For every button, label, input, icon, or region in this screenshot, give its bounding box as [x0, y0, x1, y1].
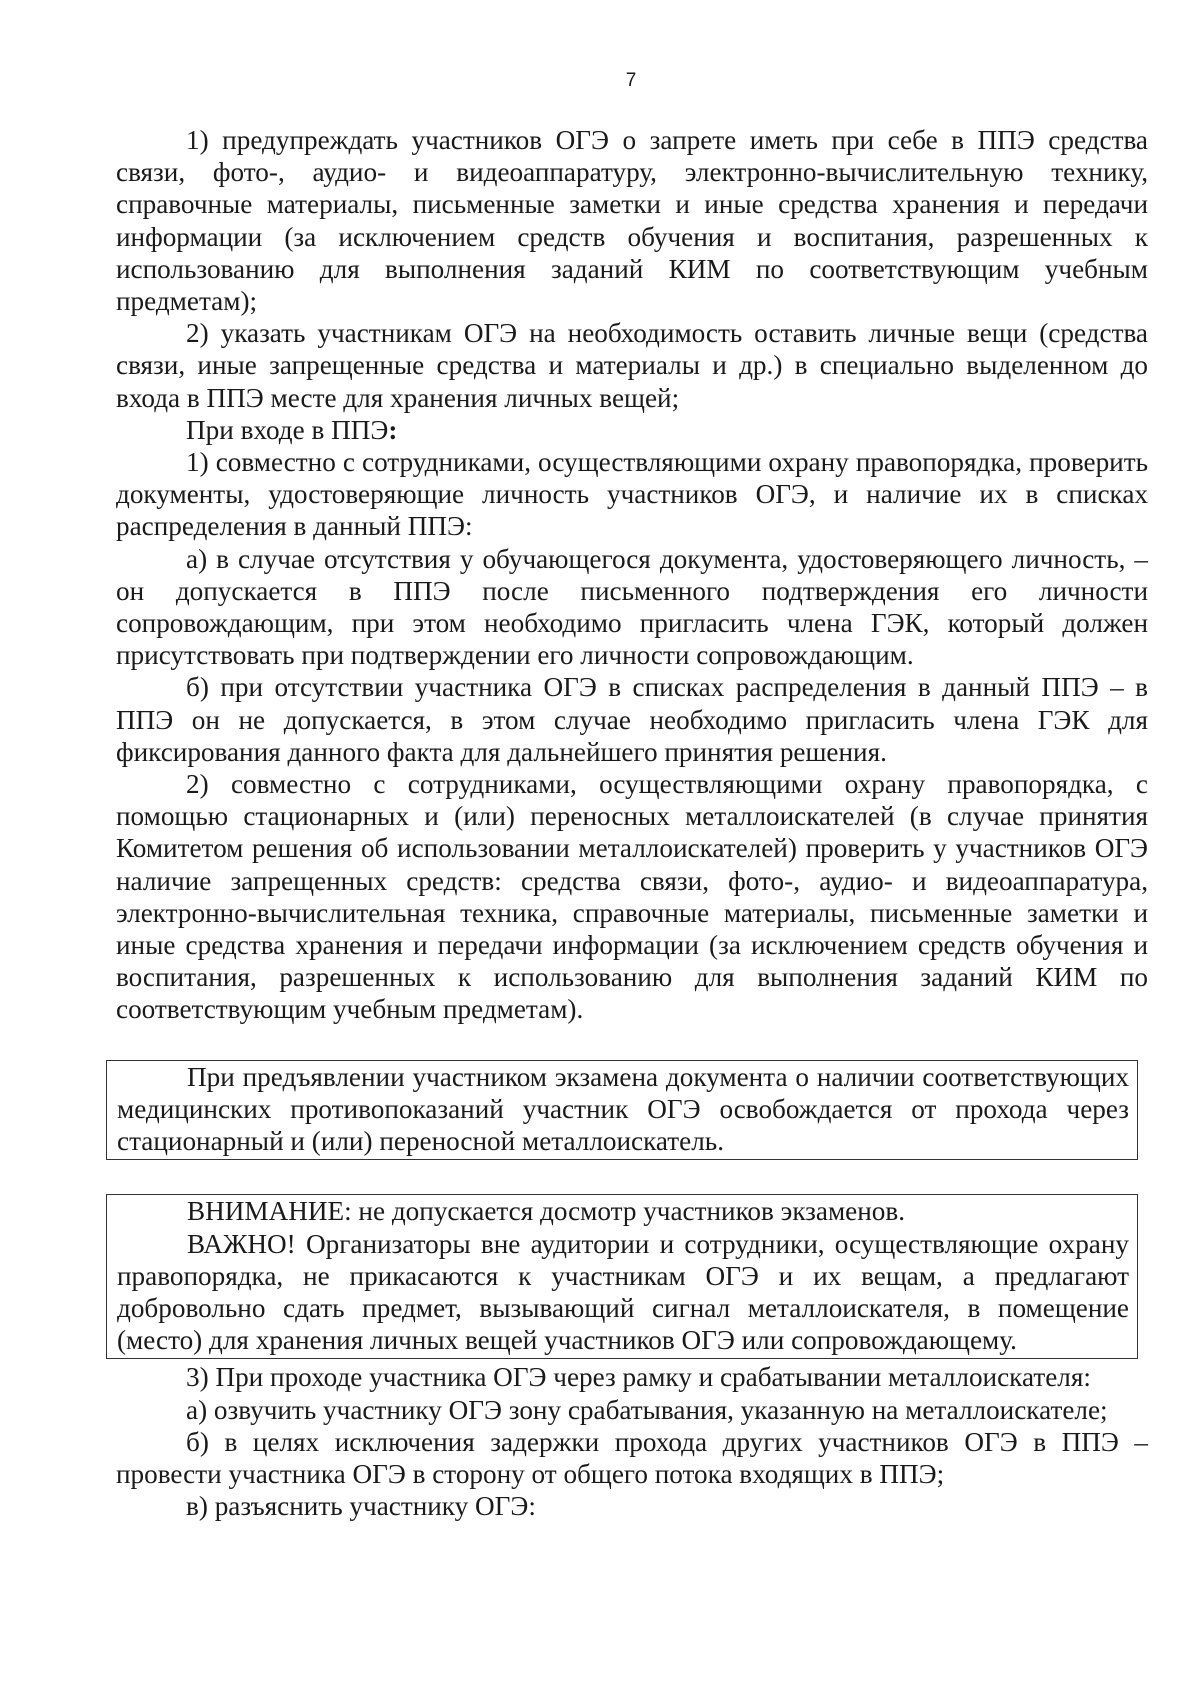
paragraph-entrance-heading — [116, 414, 1148, 446]
document-body — [116, 124, 1148, 1522]
paragraph-explain: в) разъяснить участнику ОГЭ: — [186, 1491, 536, 1522]
entrance-heading-colon: : — [388, 414, 398, 445]
attention-text: ВНИМАНИЕ: не допускается досмотр участников экзаменов. — [187, 1196, 906, 1227]
important-text: ВАЖНО! Организаторы вне аудитории и сотрудники, осуществляющие охрану правопорядка, не прикасаются к участникам ОГЭ и их вещам, а предлагают добровольно сдать предмет, вызывающий сигнал металлоискателя, в помещение (место) для хранения личных вещей участников ОГЭ или сопровождающему. — [117, 1228, 1129, 1356]
paragraph-check-documents: 1) совместно с сотрудниками, осуществляющими охрану правопорядка, проверить документы, удостоверяющие личность участников ОГЭ, и наличие их в списках распределения в данный ППЭ: — [116, 447, 1148, 542]
paragraph-no-document: а) в случае отсутствия у обучающегося документа, удостоверяющего личность, – он допускается в ППЭ после письменного подтверждения его личности сопровождающим, при этом необходимо пригласить члена ГЭК, который должен присутствовать при подтверждении его личности сопровождающим. — [116, 543, 1148, 671]
medical-exemption-box — [106, 1060, 1138, 1161]
page-number: 7 — [625, 70, 637, 91]
paragraph-not-in-list: б) при отсутствии участника ОГЭ в списках распределения в данный ППЭ – в ППЭ он не допускается, в этом случае необходимо пригласить члена ГЭК для фиксирования данного факта для дальнейшего принятия решения. — [116, 672, 1148, 767]
paragraph-step-aside: б) в целях исключения задержки прохода других участников ОГЭ в ППЭ – провести участника ОГЭ в сторону от общего потока входящих в ППЭ; — [116, 1426, 1148, 1489]
entrance-heading-text: При входе в ППЭ — [186, 414, 389, 445]
medical-exemption-text: При предъявлении участником экзамена документа о наличии соответствующих медицинских противопоказаний участник ОГЭ освобождается от прохода через стационарный и (или) переносной металлоискатель. — [117, 1061, 1129, 1157]
paragraph-personal-items: 2) указать участникам ОГЭ на необходимость оставить личные вещи (средства связи, иные запрещенные средства и материалы и др.) в специально выделенном до входа в ППЭ месте для хранения личных вещей; — [116, 318, 1148, 413]
paragraph-warn-participants: 1) предупреждать участников ОГЭ о запрете иметь при себе в ППЭ средства связи, фото-, аудио- и видеоаппаратуру, электронно-вычислительную технику, справочные материалы, письменные заметки и иные средства хранения и передачи информации (за исключением средств обучения и воспитания, разрешенных к использованию для выполнения заданий КИМ по соответствующим учебным предметам); — [116, 125, 1148, 317]
paragraph-metal-detectors: 2) совместно с сотрудниками, осуществляющими охрану правопорядка, с помощью стационарных и (или) переносных металлоискателей (в случае принятия Комитетом решения об использовании металлоискателей) проверить у участников ОГЭ наличие запрещенных средств: средства связи, фото-, аудио- и видеоаппаратура, электронно-вычислительная техника, справочные материалы, письменные заметки и иные средства хранения и передачи информации (за исключением средств обучения и воспитания, разрешенных к использованию для выполнения заданий КИМ по соответствующим учебным предметам). — [116, 769, 1148, 1025]
paragraph-announce-zone: а) озвучить участнику ОГЭ зону срабатывания, указанную на металлоискателе; — [186, 1394, 1108, 1425]
attention-box — [106, 1194, 1138, 1359]
paragraph-detector-trigger: 3) При проходе участника ОГЭ через рамку и срабатывании металлоискателя: — [186, 1362, 1091, 1393]
